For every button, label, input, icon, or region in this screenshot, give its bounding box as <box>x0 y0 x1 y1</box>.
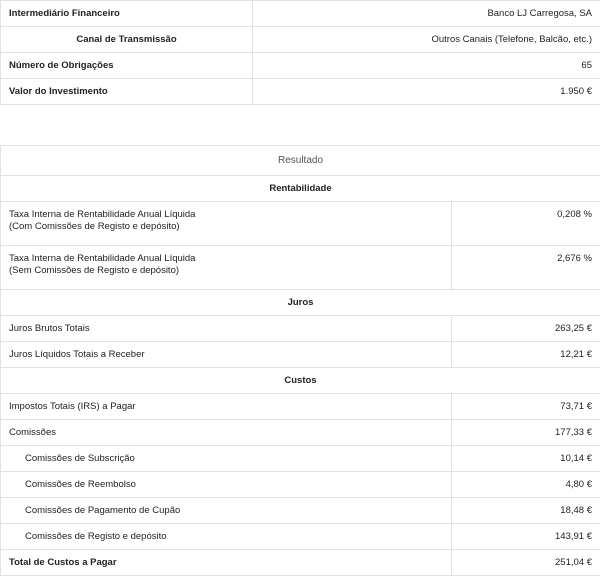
com-registo-label: Comissões de Registo e depósito <box>1 524 452 550</box>
table-row <box>1 246 600 290</box>
parameters-table <box>0 0 600 105</box>
table-row <box>1 498 600 524</box>
com-registo-value: 143,91 € <box>452 524 600 550</box>
table-row <box>1 1 600 27</box>
total-custos-label: Total de Custos a Pagar <box>1 550 452 576</box>
juros-brutos-label: Juros Brutos Totais <box>1 316 452 342</box>
intermediary-label: Intermediário Financeiro <box>1 1 253 27</box>
table-row <box>1 27 600 53</box>
table-row <box>1 420 600 446</box>
comissoes-label: Comissões <box>1 420 452 446</box>
table-row <box>1 53 600 79</box>
table-row <box>1 316 600 342</box>
investment-label: Valor do Investimento <box>1 79 253 105</box>
tir-sem-label-line1: Taxa Interna de Rentabilidade Anual Líquida <box>9 253 443 265</box>
com-cupao-value: 18,48 € <box>452 498 600 524</box>
com-reembolso-value: 4,80 € <box>452 472 600 498</box>
table-row <box>1 79 600 105</box>
com-subscricao-label: Comissões de Subscrição <box>1 446 452 472</box>
tir-sem-label-line2: (Sem Comissões de Registo e depósito) <box>9 265 443 277</box>
tir-sem-value: 2,676 % <box>452 246 600 290</box>
table-row <box>1 524 600 550</box>
section-custos: Custos <box>1 368 600 394</box>
table-row <box>1 394 600 420</box>
section-juros: Juros <box>1 290 600 316</box>
table-row <box>1 146 600 176</box>
tir-com-label <box>1 202 452 246</box>
table-row <box>1 342 600 368</box>
juros-liquidos-label: Juros Líquidos Totais a Receber <box>1 342 452 368</box>
comissoes-value: 177,33 € <box>452 420 600 446</box>
table-row <box>1 290 600 316</box>
intermediary-value: Banco LJ Carregosa, SA <box>253 1 600 27</box>
investment-value: 1.950 € <box>253 79 600 105</box>
tir-com-value: 0,208 % <box>452 202 600 246</box>
tir-sem-label <box>1 246 452 290</box>
juros-brutos-value: 263,25 € <box>452 316 600 342</box>
juros-liquidos-value: 12,21 € <box>452 342 600 368</box>
table-row <box>1 176 600 202</box>
section-rentabilidade: Rentabilidade <box>1 176 600 202</box>
total-custos-value: 251,04 € <box>452 550 600 576</box>
com-reembolso-label: Comissões de Reembolso <box>1 472 452 498</box>
bond-count-value: 65 <box>253 53 600 79</box>
bond-count-label: Número de Obrigações <box>1 53 253 79</box>
tir-com-label-line1: Taxa Interna de Rentabilidade Anual Líquida <box>9 209 443 221</box>
impostos-value: 73,71 € <box>452 394 600 420</box>
table-row <box>1 472 600 498</box>
impostos-label: Impostos Totais (IRS) a Pagar <box>1 394 452 420</box>
table-row <box>1 446 600 472</box>
results-title: Resultado <box>1 146 600 176</box>
channel-value: Outros Canais (Telefone, Balcão, etc.) <box>253 27 600 53</box>
table-row <box>1 550 600 576</box>
com-cupao-label: Comissões de Pagamento de Cupão <box>1 498 452 524</box>
tir-com-label-line2: (Com Comissões de Registo e depósito) <box>9 221 443 233</box>
channel-label: Canal de Transmissão <box>1 27 253 53</box>
results-table <box>0 145 600 576</box>
com-subscricao-value: 10,14 € <box>452 446 600 472</box>
table-row <box>1 202 600 246</box>
table-row <box>1 368 600 394</box>
